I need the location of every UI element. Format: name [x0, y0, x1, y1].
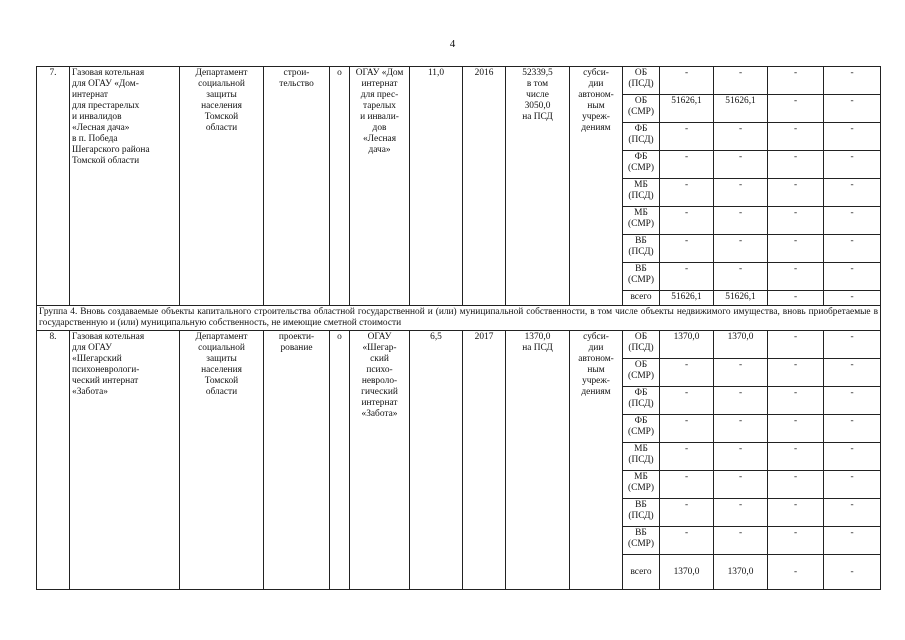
funding-source: МБ (СМР) — [623, 471, 660, 499]
object-name: Газовая котельная для ОГАУ «Шегарский психоневрологи- ческий интернат «Забота» — [70, 331, 180, 590]
funding-source: ВБ (СМР) — [623, 263, 660, 291]
total-amount: 1370,0 — [660, 555, 714, 590]
amount-year-1: - — [714, 415, 768, 443]
amount-year-3: - — [824, 235, 881, 263]
funding-source: ОБ (СМР) — [623, 359, 660, 387]
object-7-block — [37, 67, 881, 306]
year: 2017 — [463, 331, 506, 590]
funding-source: МБ (СМР) — [623, 207, 660, 235]
funding-source: ФБ (ПСД) — [623, 123, 660, 151]
amount-year-3: - — [824, 179, 881, 207]
customer: Департамент социальной защиты населения Томской области — [180, 331, 264, 590]
total-year-3: - — [824, 555, 881, 590]
total-year-2: - — [768, 555, 824, 590]
funding-mechanism: субси- дии автоном- ным учреж- дениям — [570, 67, 623, 306]
amount-year-3: - — [824, 123, 881, 151]
amount-total: - — [660, 235, 714, 263]
amount-year-2: - — [768, 359, 824, 387]
amount-year-1: - — [714, 527, 768, 555]
amount-year-1: - — [714, 443, 768, 471]
amount-year-3: - — [824, 443, 881, 471]
amount-total: - — [660, 443, 714, 471]
group-4-block — [37, 306, 881, 331]
total-year-2: - — [768, 291, 824, 306]
page-number: 4 — [449, 38, 456, 50]
work-type: проекти- рование — [264, 331, 330, 590]
amount-year-3: - — [824, 359, 881, 387]
object-name: Газовая котельная для ОГАУ «Дом- интернат для престарелых и инвалидов «Лесная дача» в п. Победа Шегарского района Томской области — [70, 67, 180, 306]
amount-year-3: - — [824, 499, 881, 527]
ownership-form: о — [330, 331, 350, 590]
amount-total: - — [660, 499, 714, 527]
funding-source: МБ (ПСД) — [623, 179, 660, 207]
amount-year-2: - — [768, 499, 824, 527]
amount-total: 51626,1 — [660, 95, 714, 123]
amount-year-3: - — [824, 331, 881, 359]
total-amount: 51626,1 — [660, 291, 714, 306]
total-year-3: - — [824, 291, 881, 306]
amount-year-3: - — [824, 151, 881, 179]
amount-year-3: - — [824, 415, 881, 443]
amount-year-1: - — [714, 123, 768, 151]
amount-year-2: - — [768, 471, 824, 499]
amount-total: - — [660, 359, 714, 387]
amount-year-1: - — [714, 263, 768, 291]
amount-year-2: - — [768, 235, 824, 263]
amount-year-2: - — [768, 331, 824, 359]
group-heading: Группа 4. Вновь создаваемые объекты капитального строительства областной государственной и (или) муниципальной собственности, в том числе объекты недвижимого имущества, вновь приобретаемые в государственную и (или) муниципальную собственность, не имеющие сметной стоимости — [37, 306, 881, 331]
year: 2016 — [463, 67, 506, 306]
capacity: 11,0 — [410, 67, 463, 306]
amount-year-2: - — [768, 387, 824, 415]
amount-year-3: - — [824, 67, 881, 95]
amount-total: - — [660, 67, 714, 95]
funding-source: ФБ (СМР) — [623, 151, 660, 179]
amount-total: - — [660, 151, 714, 179]
amount-year-1: - — [714, 387, 768, 415]
amount-year-2: - — [768, 263, 824, 291]
amount-year-1: - — [714, 179, 768, 207]
amount-year-3: - — [824, 95, 881, 123]
work-type: строи- тельство — [264, 67, 330, 306]
amount-year-1: - — [714, 67, 768, 95]
amount-total: - — [660, 207, 714, 235]
amount-year-3: - — [824, 263, 881, 291]
customer: Департамент социальной защиты населения Томской области — [180, 67, 264, 306]
amount-year-2: - — [768, 151, 824, 179]
row-number: 8. — [37, 331, 70, 590]
amount-total: - — [660, 527, 714, 555]
amount-year-3: - — [824, 527, 881, 555]
recipient: ОГАУ «Шегар- ский психо- невроло- гический интернат «Забота» — [350, 331, 410, 590]
estimated-cost: 52339,5 в том числе 3050,0 на ПСД — [506, 67, 570, 306]
amount-total: - — [660, 263, 714, 291]
funding-source: ВБ (ПСД) — [623, 235, 660, 263]
amount-year-2: - — [768, 527, 824, 555]
funding-source: ВБ (ПСД) — [623, 499, 660, 527]
amount-total: - — [660, 123, 714, 151]
funding-source: ФБ (СМР) — [623, 415, 660, 443]
funding-source: ОБ (ПСД) — [623, 331, 660, 359]
estimated-cost: 1370,0 на ПСД — [506, 331, 570, 590]
amount-year-1: - — [714, 151, 768, 179]
funding-total-label: всего — [623, 555, 660, 590]
amount-total: 1370,0 — [660, 331, 714, 359]
amount-year-3: - — [824, 471, 881, 499]
amount-year-3: - — [824, 387, 881, 415]
amount-total: - — [660, 387, 714, 415]
amount-year-3: - — [824, 207, 881, 235]
amount-year-1: - — [714, 359, 768, 387]
amount-year-1: - — [714, 207, 768, 235]
amount-year-1: 51626,1 — [714, 95, 768, 123]
amount-year-2: - — [768, 443, 824, 471]
object-8-block — [37, 331, 881, 590]
funding-source: ОБ (ПСД) — [623, 67, 660, 95]
row-number: 7. — [37, 67, 70, 306]
amount-year-2: - — [768, 415, 824, 443]
capacity: 6,5 — [410, 331, 463, 590]
investment-table — [36, 66, 881, 590]
funding-source: ВБ (СМР) — [623, 527, 660, 555]
amount-total: - — [660, 415, 714, 443]
funding-source: МБ (ПСД) — [623, 443, 660, 471]
amount-year-1: - — [714, 499, 768, 527]
funding-mechanism: субси- дии автоном- ным учреж- дениям — [570, 331, 623, 590]
funding-total-label: всего — [623, 291, 660, 306]
amount-year-2: - — [768, 179, 824, 207]
amount-year-2: - — [768, 67, 824, 95]
amount-year-1: - — [714, 235, 768, 263]
amount-year-1: 1370,0 — [714, 331, 768, 359]
funding-source: ФБ (ПСД) — [623, 387, 660, 415]
ownership-form: о — [330, 67, 350, 306]
total-year-1: 51626,1 — [714, 291, 768, 306]
funding-source: ОБ (СМР) — [623, 95, 660, 123]
total-year-1: 1370,0 — [714, 555, 768, 590]
amount-year-2: - — [768, 123, 824, 151]
amount-total: - — [660, 471, 714, 499]
amount-total: - — [660, 179, 714, 207]
amount-year-2: - — [768, 95, 824, 123]
amount-year-1: - — [714, 471, 768, 499]
amount-year-2: - — [768, 207, 824, 235]
recipient: ОГАУ «Дом интернат для прес- тарелых и инвали- дов «Лесная дача» — [350, 67, 410, 306]
